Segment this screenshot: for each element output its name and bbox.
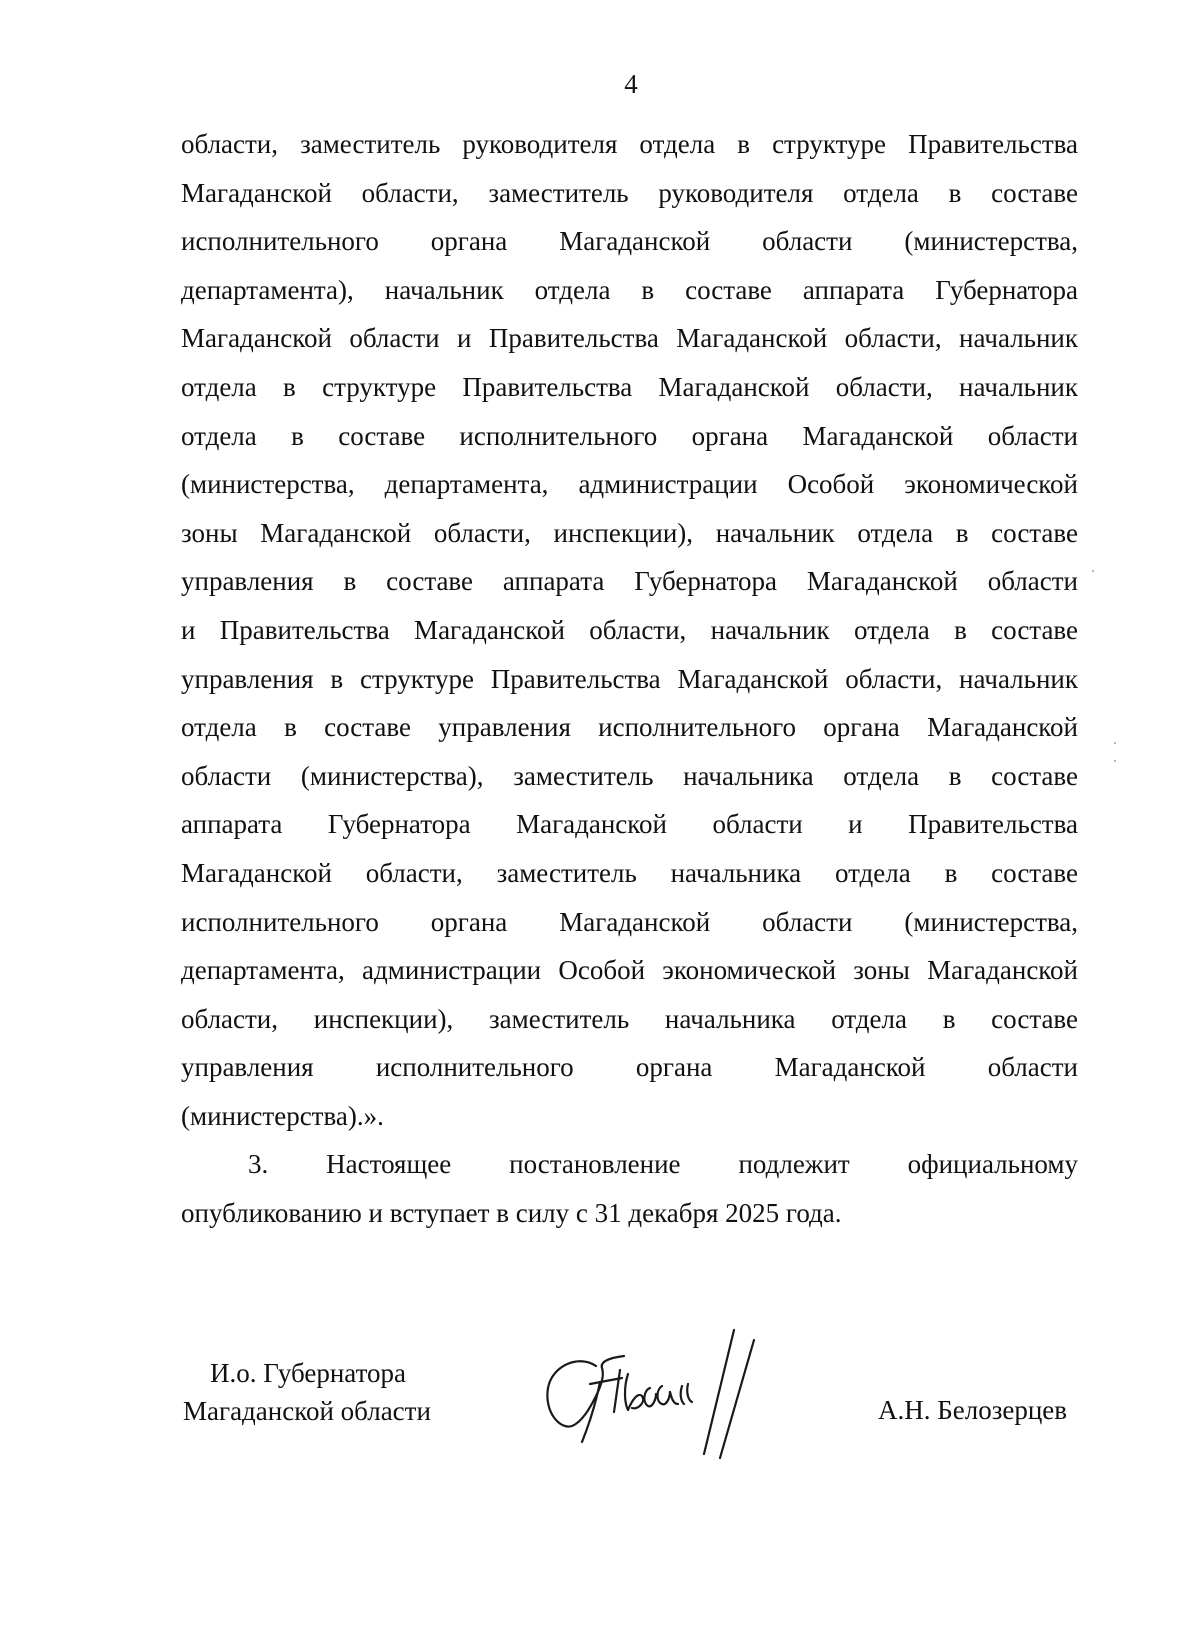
body-line-6: отдела в структуре Правительства Магаданской области, начальник bbox=[181, 371, 1078, 402]
body-line-7: отдела в составе исполнительного органа Магаданской области bbox=[181, 420, 1078, 451]
body-line-17: исполнительного органа Магаданской области (министерства, bbox=[181, 906, 1078, 937]
body-line-16: Магаданской области, заместитель начальника отдела в составе bbox=[181, 857, 1078, 888]
body-line-11: и Правительства Магаданской области, начальник отдела в составе bbox=[181, 614, 1078, 645]
page-number: 4 bbox=[624, 69, 638, 99]
body-line-18: департамента, администрации Особой экономической зоны Магаданской bbox=[181, 955, 1078, 986]
body-line-15: аппарата Губернатора Магаданской области и Правительства bbox=[181, 809, 1078, 840]
paragraph-3-line-1: 3. Настоящее постановление подлежит официальному bbox=[248, 1149, 1078, 1180]
body-line-5: Магаданской области и Правительства Магаданской области, начальник bbox=[181, 323, 1078, 354]
body-line-1: области, заместитель руководителя отдела в структуре Правительства bbox=[181, 129, 1078, 159]
body-line-21: (министерства).». bbox=[181, 1100, 384, 1131]
scan-speck bbox=[1092, 570, 1094, 572]
handwritten-signature bbox=[538, 1326, 778, 1466]
signatory-title-line-2: Магаданской области bbox=[183, 1396, 431, 1426]
paragraph-3-line-2: опубликованию и вступает в силу с 31 декабря 2025 года. bbox=[181, 1198, 842, 1229]
scan-speck bbox=[1114, 760, 1116, 762]
body-text bbox=[181, 120, 1078, 1238]
scan-speck bbox=[1114, 742, 1116, 744]
body-line-14: области (министерства), заместитель начальника отдела в составе bbox=[181, 760, 1078, 791]
body-line-3: исполнительного органа Магаданской области (министерства, bbox=[181, 226, 1078, 257]
signatory-title-line-1: И.о. Губернатора bbox=[210, 1358, 407, 1388]
body-line-10: управления в составе аппарата Губернатора Магаданской области bbox=[181, 566, 1078, 597]
body-line-4: департамента), начальник отдела в составе аппарата Губернатора bbox=[181, 274, 1078, 305]
body-line-20: управления исполнительного органа Магаданской области bbox=[181, 1052, 1078, 1083]
body-line-9: зоны Магаданской области, инспекции), начальник отдела в составе bbox=[181, 517, 1078, 548]
signatory-name: А.Н. Белозерцев bbox=[878, 1395, 1068, 1425]
body-line-13: отдела в составе управления исполнительного органа Магаданской bbox=[181, 712, 1078, 743]
body-line-2: Магаданской области, заместитель руководителя отдела в составе bbox=[181, 177, 1078, 208]
body-line-12: управления в структуре Правительства Магаданской области, начальник bbox=[181, 663, 1078, 694]
signatory-title bbox=[183, 1354, 483, 1430]
body-line-8: (министерства, департамента, администрации Особой экономической bbox=[181, 469, 1078, 500]
body-line-19: области, инспекции), заместитель начальника отдела в составе bbox=[181, 1003, 1078, 1034]
